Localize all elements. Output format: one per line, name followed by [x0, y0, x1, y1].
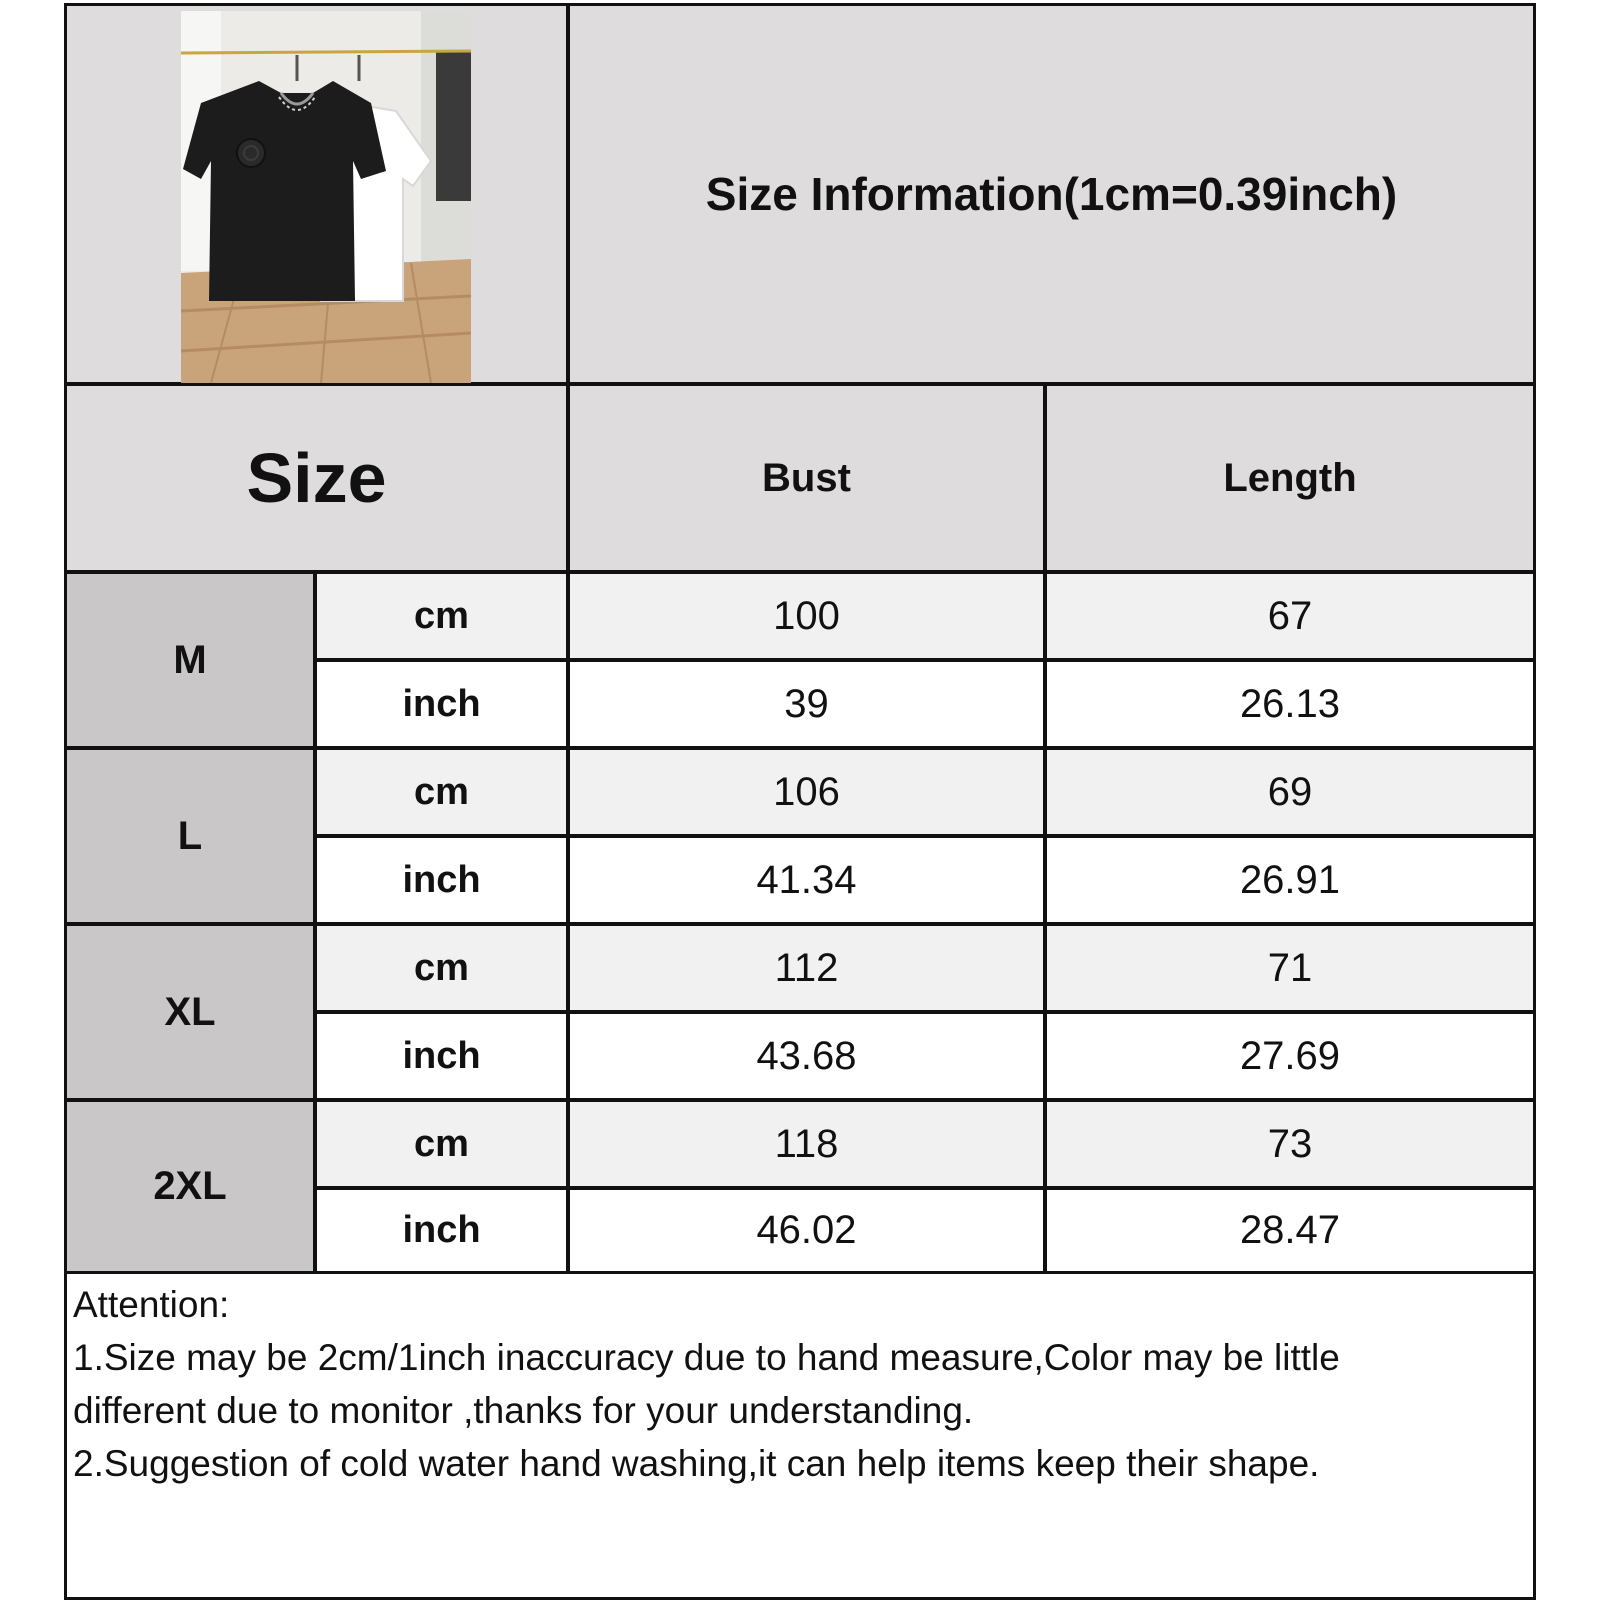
product-photo	[181, 11, 471, 383]
unit-label-cm: cm	[314, 1099, 569, 1189]
photo-cell	[64, 3, 569, 385]
length-cm-value: 69	[1044, 747, 1536, 837]
unit-label-cm: cm	[314, 923, 569, 1013]
unit-label-inch: inch	[314, 659, 569, 749]
size-label: L	[64, 747, 316, 925]
bust-column-header: Bust	[567, 383, 1046, 573]
bust-inch-value: 41.34	[567, 835, 1046, 925]
length-inch-value: 26.13	[1044, 659, 1536, 749]
tshirts-photo-icon	[181, 11, 471, 383]
attention-line-2: different due to monitor ,thanks for your understanding.	[73, 1390, 974, 1431]
attention-line-1: 1.Size may be 2cm/1inch inaccuracy due to hand measure,Color may be little	[73, 1337, 1340, 1378]
unit-label-cm: cm	[314, 747, 569, 837]
size-label: 2XL	[64, 1099, 316, 1274]
bust-cm-value: 118	[567, 1099, 1046, 1189]
bust-cm-value: 100	[567, 571, 1046, 661]
length-cm-value: 71	[1044, 923, 1536, 1013]
page-title: Size Information(1cm=0.39inch)	[705, 168, 1398, 220]
unit-label-inch: inch	[314, 1011, 569, 1101]
size-label: M	[64, 571, 316, 749]
bust-inch-value: 43.68	[567, 1011, 1046, 1101]
length-cm-value: 67	[1044, 571, 1536, 661]
unit-label-cm: cm	[314, 571, 569, 661]
bust-cm-value: 106	[567, 747, 1046, 837]
bust-inch-value: 39	[567, 659, 1046, 749]
size-chart	[64, 3, 1536, 1600]
size-column-header: Size	[64, 383, 569, 573]
attention-heading: Attention:	[73, 1284, 230, 1325]
attention-line-3: 2.Suggestion of cold water hand washing,it can help items keep their shape.	[73, 1443, 1320, 1484]
length-inch-value: 26.91	[1044, 835, 1536, 925]
bust-cm-value: 112	[567, 923, 1046, 1013]
unit-label-inch: inch	[314, 835, 569, 925]
bust-inch-value: 46.02	[567, 1187, 1046, 1274]
unit-label-inch: inch	[314, 1187, 569, 1274]
length-cm-value: 73	[1044, 1099, 1536, 1189]
size-label: XL	[64, 923, 316, 1101]
title-cell	[567, 3, 1536, 385]
attention-notes	[64, 1271, 1536, 1600]
length-inch-value: 28.47	[1044, 1187, 1536, 1274]
length-inch-value: 27.69	[1044, 1011, 1536, 1101]
length-column-header: Length	[1044, 383, 1536, 573]
